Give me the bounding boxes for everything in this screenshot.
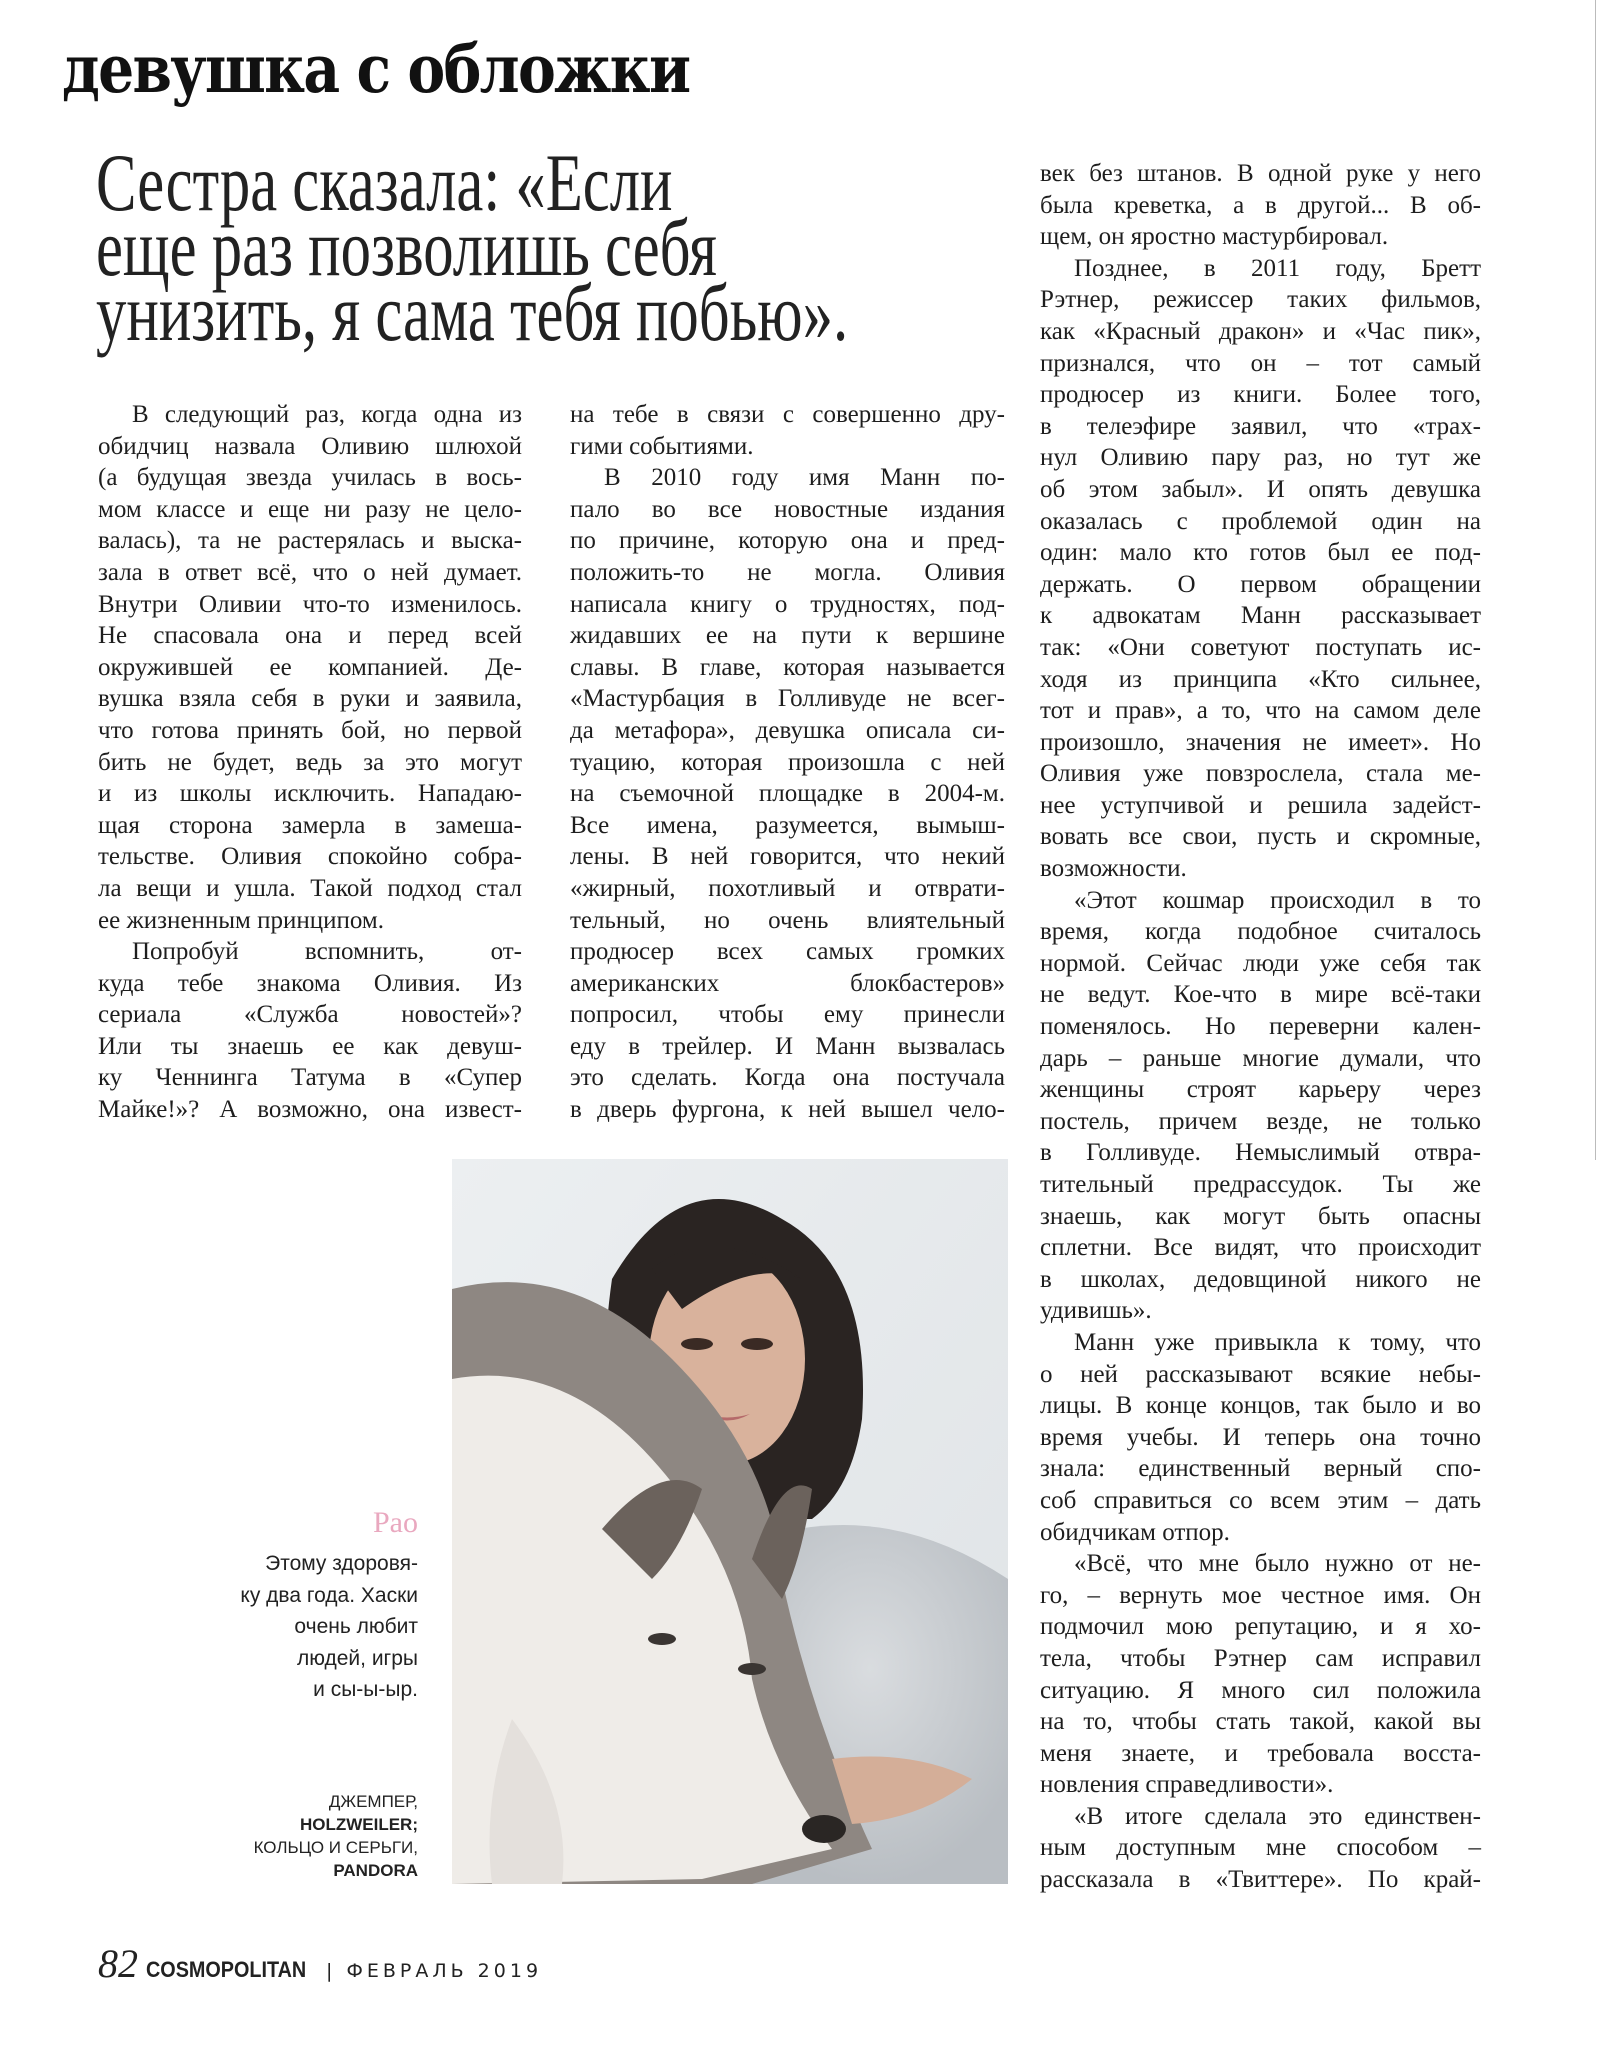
text-line: в Голливуде. Немыслимый отвра- [1040, 1139, 1481, 1167]
text-line: возможности. [1040, 855, 1187, 883]
text-line: продюсер всех самых громких [570, 938, 1005, 966]
text-line: написала книгу о трудностях, под- [570, 590, 1005, 618]
text-line: об этом забыл». И опять девушка [1040, 475, 1481, 503]
text-line: время, когда подобное считалось [1040, 918, 1481, 946]
text-line: тельный, но очень влиятельный [570, 906, 1005, 934]
text-line: ситуацию. Я много сил положила [1040, 1676, 1481, 1704]
text-line: славы. В главе, которая называется [570, 653, 1005, 681]
photo-caption [200, 1548, 418, 1706]
text-line: знала: единственный верный спо- [1040, 1455, 1481, 1483]
paragraph [98, 399, 522, 936]
text-line: рассказала в «Твиттере». По край- [1040, 1866, 1481, 1894]
text-line: тела, чтобы Рэтнер сам исправил [1040, 1644, 1481, 1672]
text-line: женщины строят карьеру через [1040, 1076, 1481, 1104]
text-line: нул Оливию пару раз, но тут же [1040, 444, 1481, 472]
text-line: обидчикам отпор. [1040, 1518, 1230, 1546]
text-line: Позднее, в 2011 году, Бретт [1074, 254, 1481, 282]
paragraph [1040, 253, 1481, 885]
text-line: Оливия уже повзрослела, стала ме- [1040, 760, 1481, 788]
text-line: ла вещи и ушла. Такой подход стал [98, 874, 522, 902]
text-line: тот и прав», а то, что на самом деле [1040, 697, 1481, 725]
text-line: «Всё, что мне было нужно от не- [1074, 1550, 1481, 1578]
text-line: «жирный, похотливый и отврати- [570, 874, 1005, 902]
caption-line: очень любит [294, 1615, 418, 1638]
magazine-name: COSMOPOLITAN [146, 1957, 307, 1982]
text-line: жидавших ее на пути к вершине [570, 622, 1005, 650]
text-line: «В итоге сделала это единствен- [1074, 1802, 1481, 1830]
text-line: ным доступным мне способом – [1040, 1834, 1481, 1862]
text-line: признался, что он – тот самый [1040, 349, 1481, 377]
text-line: меня знаете, и требовала восста- [1040, 1739, 1481, 1767]
text-line: о ней рассказывают всякие небы- [1040, 1360, 1481, 1388]
text-line: щая сторона замерла в замеша- [98, 811, 522, 839]
text-line: Все имена, разумеется, вымыш- [570, 811, 1005, 839]
text-line: ходя из принципа «Кто сильнее, [1040, 665, 1481, 693]
text-line: Рэтнер, режиссер таких фильмов, [1040, 286, 1481, 314]
text-line: новления справедливости». [1040, 1771, 1334, 1799]
text-line: подмочил мою репутацию, и я хо- [1040, 1613, 1481, 1641]
text-line: куда тебе знакома Оливия. Из [98, 969, 522, 997]
text-line: на тебе в связи с совершенно дру- [570, 401, 1005, 428]
text-line: «Этот кошмар происходил в то [1074, 886, 1481, 914]
text-line: дарь – раньше многие думали, что [1040, 1044, 1481, 1072]
headline-line: Сестра сказала: «Если [96, 137, 673, 228]
headline [96, 137, 849, 358]
photo-woman-with-husky [452, 1159, 1008, 1884]
credit-item: ДЖЕМПЕР, [328, 1792, 418, 1811]
caption-line: ку два года. Хаски [240, 1583, 418, 1607]
paragraph [1040, 885, 1481, 1327]
text-line: положить-то не могла. Оливия [570, 558, 1005, 586]
paragraph [1040, 1548, 1481, 1801]
text-line: на съемочной площадке в 2004-м. [570, 780, 1005, 808]
text-line: (а будущая звезда училась в вось- [98, 464, 522, 492]
text-line: Или ты знаешь ее как девуш- [98, 1032, 522, 1060]
text-line: американских блокбастеров» [570, 969, 1005, 997]
headline-line: унизить, я сама тебя побью». [96, 267, 849, 358]
fashion-credits [200, 1790, 418, 1882]
text-line: это сделать. Когда она постучала [570, 1064, 1005, 1092]
paragraph [1040, 158, 1481, 253]
text-line: соб справиться со всем этим – дать [1040, 1486, 1481, 1514]
page-number: 82 [98, 1941, 138, 1986]
text-line: оказалась с проблемой один на [1040, 507, 1481, 535]
text-line: удивишь». [1040, 1297, 1152, 1325]
text-line: вушка взяла себя в руки и заявила, [98, 685, 522, 713]
text-line: еду в трейлер. И Манн вызвалась [570, 1032, 1005, 1060]
page-edge-line [1595, 0, 1596, 1160]
credit-brand: HOLZWEILER; [299, 1815, 418, 1834]
text-line: так: «Они советуют поступать ис- [1040, 633, 1481, 661]
text-line: лены. В ней говорится, что некий [570, 843, 1005, 871]
text-line: знаешь, как могут быть опасны [1040, 1202, 1481, 1230]
text-line: туацию, которая произошла с ней [570, 748, 1005, 776]
text-line: тительный предрассудок. Ты же [1040, 1171, 1481, 1198]
text-line: го, – вернуть мое честное имя. Он [1040, 1581, 1481, 1609]
text-line: в школах, дедовщиной никого не [1040, 1265, 1481, 1293]
text-line: ее жизненным принципом. [98, 906, 384, 934]
paragraph [1040, 1327, 1481, 1548]
text-line: и из школы исключить. Нападаю- [98, 780, 522, 808]
article-column-1 [98, 399, 522, 1126]
issue-date: | ФЕВРАЛЬ 2019 [326, 1960, 543, 1982]
photo-illustration [452, 1159, 1008, 1884]
text-line: Не спасовала она и перед всей [98, 622, 522, 650]
text-line: лицы. В конце концов, так было и во [1040, 1392, 1481, 1420]
text-line: Внутри Оливии что-то изменилось. [98, 590, 522, 618]
paragraph [98, 936, 522, 1126]
section-title: девушка с обложки [62, 30, 690, 108]
text-line: Майке!»? А возможно, она извест- [98, 1096, 522, 1124]
text-line: ку Ченнинга Татума в «Супер [98, 1064, 522, 1092]
text-line: что готова принять бой, но первой [98, 716, 522, 744]
text-line: как «Красный дракон» и «Час пик», [1040, 317, 1481, 345]
text-line: В следующий раз, когда одна из [132, 401, 522, 428]
text-line: сплетни. Все видят, что происходит [1040, 1234, 1481, 1262]
article-column-2 [570, 399, 1005, 1126]
caption-line: и сы-ы-ыр. [313, 1678, 418, 1701]
text-line: щем, он яростно мастурбировал. [1040, 223, 1389, 251]
credit-brand: PANDORA [333, 1861, 418, 1880]
text-line: была креветка, а в другой... В об- [1040, 191, 1481, 219]
text-line: произошло, значения не имеет». Но [1040, 728, 1481, 756]
text-line: сериала «Служба новостей»? [98, 1001, 522, 1029]
text-line: тельстве. Оливия спокойно собра- [98, 843, 522, 871]
text-line: век без штанов. В одной руке у него [1040, 160, 1481, 187]
text-line: нее уступчивой и решила задейст- [1040, 791, 1481, 819]
text-line: к адвокатам Манн рассказывает [1040, 602, 1481, 630]
text-line: гими событиями. [570, 432, 754, 460]
text-line: не ведут. Кое-что в мире всё-таки [1040, 981, 1481, 1009]
text-line: в дверь фургона, к ней вышел чело- [570, 1096, 1005, 1124]
text-line: нормой. Сейчас люди уже себя так [1040, 949, 1481, 977]
text-line: попросил, чтобы ему принесли [570, 1001, 1005, 1029]
caption-title: Рао [373, 1506, 418, 1539]
text-line: держать. О первом обращении [1040, 570, 1481, 598]
text-line: в телеэфире заявил, что «трах- [1040, 412, 1481, 440]
text-line: время учебы. И теперь она точно [1040, 1423, 1481, 1451]
text-line: поменялось. Но переверни кален- [1040, 1013, 1481, 1041]
text-line: постель, причем везде, не только [1040, 1107, 1481, 1135]
text-line: «Мастурбация в Голливуде не всег- [570, 685, 1005, 713]
paragraph [570, 462, 1005, 1125]
text-line: продюсер из книги. Более того, [1040, 381, 1481, 409]
text-line: по причине, которую она и пред- [570, 527, 1005, 555]
text-line: окружившей ее компанией. Де- [98, 653, 522, 681]
page-footer [98, 1940, 542, 1987]
text-line: зала в ответ всё, что о ней думает. [98, 558, 522, 586]
paragraph [570, 399, 1005, 462]
text-line: Манн уже привыкла к тому, что [1074, 1328, 1481, 1356]
text-line: обидчиц назвала Оливию шлюхой [98, 432, 522, 460]
article-column-3 [1040, 158, 1481, 1896]
text-line: на то, чтобы стать такой, какой вы [1040, 1708, 1481, 1736]
text-line: вовать все свои, пусть и скромные, [1040, 823, 1481, 851]
caption-line: людей, игры [296, 1646, 418, 1670]
text-line: да метафора», девушка описала си- [570, 716, 1005, 744]
text-line: один: мало кто готов был ее под- [1040, 539, 1481, 567]
credit-item: КОЛЬЦО И СЕРЬГИ, [253, 1838, 418, 1857]
text-line: валась), та не растерялась и выска- [98, 527, 522, 555]
text-line: пало во все новостные издания [570, 495, 1005, 523]
text-line: Попробуй вспомнить, от- [132, 938, 522, 966]
text-line: бить не будет, ведь за это могут [98, 748, 522, 776]
text-line: мом классе и еще ни разу не цело- [98, 495, 522, 523]
headline-line: еще раз позволишь себя [96, 202, 717, 293]
text-line: В 2010 году имя Манн по- [604, 464, 1005, 492]
caption-line: Этому здоровя- [265, 1552, 418, 1575]
paragraph [1040, 1801, 1481, 1896]
